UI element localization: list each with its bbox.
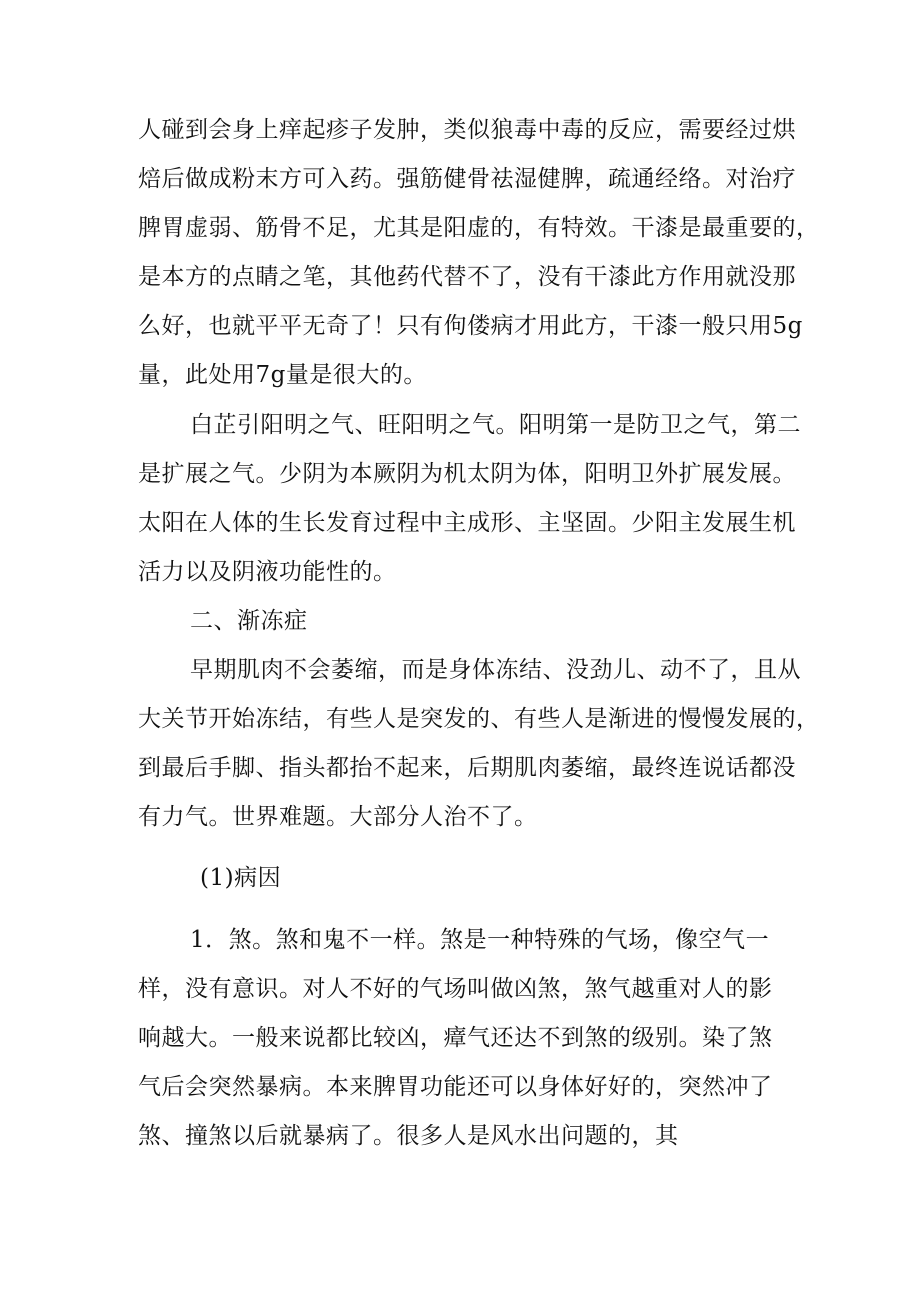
paragraph-line: 焙后做成粉末方可入药。强筋健骨祛湿健脾，疏通经络。对治疗 [138, 166, 796, 192]
paragraph-line: 大关节开始冻结，有些人是突发的、有些人是渐进的慢慢发展的， [138, 706, 820, 732]
section-heading: 二、渐冻症 [190, 608, 308, 634]
paragraph-line: 到最后手脚、指头都抬不起来，后期肌肉萎缩，最终连说话都没 [138, 755, 796, 781]
paragraph-line: 煞、撞煞以后就暴病了。很多人是风水出问题的，其 [138, 1123, 679, 1149]
paragraph-line: 么好，也就平平无奇了！只有佝偻病才用此方，干漆一般只用5g [138, 313, 803, 339]
paragraph-line: 太阳在人体的生长发育过程中主成形、主坚固。少阳主发展生机 [138, 510, 796, 536]
paragraph-line: 脾胃虚弱、筋骨不足，尤其是阳虚的，有特效。干漆是最重要的， [138, 215, 820, 241]
paragraph-line: 有力气。世界难题。大部分人治不了。 [138, 804, 538, 830]
paragraph-line: 量，此处用7g量是很大的。 [138, 362, 427, 388]
paragraph-line: 人碰到会身上痒起疹子发肿，类似狼毒中毒的反应，需要经过烘 [138, 117, 796, 143]
paragraph-line: 是扩展之气。少阴为本厥阴为机太阴为体，阳明卫外扩展发展。 [138, 461, 796, 487]
paragraph-line: 白芷引阳明之气、旺阳明之气。阳明第一是防卫之气，第二 [190, 412, 801, 438]
paragraph-line: 1．煞。煞和鬼不一样。煞是一种特殊的气场，像空气一 [190, 927, 770, 953]
paragraph-line: 响越大。一般来说都比较凶，瘴气还达不到煞的级别。染了煞 [138, 1025, 773, 1051]
subsection-heading: (1)病因 [200, 865, 282, 891]
paragraph-line: 早期肌肉不会萎缩，而是身体冻结、没劲儿、动不了，且从 [190, 657, 801, 683]
paragraph-line: 是本方的点睛之笔，其他药代替不了，没有干漆此方作用就没那 [138, 264, 796, 290]
paragraph-line: 气后会突然暴病。本来脾胃功能还可以身体好好的，突然冲了 [138, 1074, 773, 1100]
paragraph-line: 样，没有意识。对人不好的气场叫做凶煞，煞气越重对人的影 [138, 976, 773, 1002]
paragraph-line: 活力以及阴液功能性的。 [138, 559, 397, 585]
